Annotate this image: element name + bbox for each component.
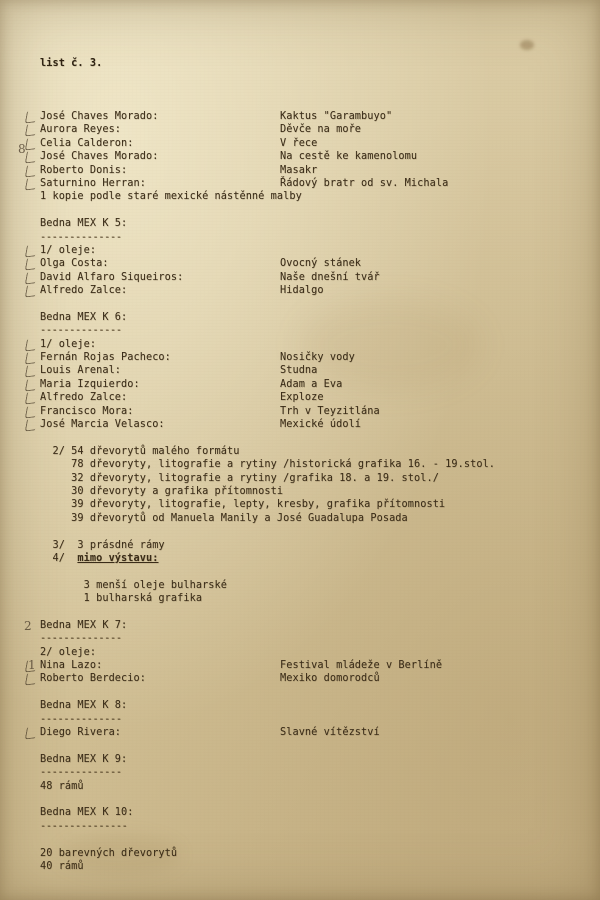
- document-line: [40, 378, 580, 391]
- line-text: Bedna MEX K 9:: [40, 753, 128, 765]
- margin-annotation: 2: [24, 619, 32, 633]
- line-text: David Alfaro Siqueiros:: [40, 271, 184, 283]
- line-text: Bedna MEX K 5:: [40, 218, 128, 230]
- line-text: 2/ oleje:: [40, 646, 97, 658]
- line-text: Fernán Rojas Pacheco:: [40, 352, 171, 364]
- document-line: [40, 110, 580, 123]
- document-line: [40, 739, 580, 752]
- check-mark-icon: [25, 351, 38, 364]
- document-line: [40, 150, 580, 163]
- line-text: 1/ oleje:: [40, 244, 97, 256]
- line-text: --------------: [40, 231, 122, 243]
- line-text: 32 dřevoryty, litografie a rytiny /grafika 18. a 19. stol./: [40, 472, 439, 484]
- line-text: Bedna MEX K 10:: [40, 807, 134, 819]
- line-text: --------------: [40, 713, 122, 725]
- line-title: Adam a Eva: [280, 378, 343, 390]
- list-header: list č. 3.: [40, 57, 103, 69]
- document-line: [40, 137, 580, 150]
- document-line: [40, 780, 580, 793]
- check-mark-icon: [25, 365, 38, 378]
- line-text: Maria Izquierdo:: [40, 378, 140, 390]
- document-line: [40, 311, 580, 324]
- document-line: [40, 485, 580, 498]
- line-text: Aurora Reyes:: [40, 124, 122, 136]
- document-line: [40, 565, 580, 578]
- line-title: Řádový bratr od sv. Michala: [280, 177, 449, 189]
- document-line: [40, 539, 580, 552]
- document-line: [40, 338, 580, 351]
- document-line: [40, 284, 580, 297]
- line-title: Masakr: [280, 164, 318, 176]
- line-title: Ovocný stánek: [280, 258, 362, 270]
- line-text: 39 dřevorytů od Manuela Manily a José Guadalupa Posada: [40, 512, 408, 524]
- check-mark-icon: [25, 177, 38, 190]
- check-mark-icon: [25, 405, 38, 418]
- line-text: 20 barevných dřevorytů: [40, 847, 178, 859]
- line-text: 4/ mimo výstavu:: [40, 552, 159, 564]
- line-text: 30 dřevoryty a grafika přítomnosti: [40, 485, 284, 497]
- check-mark-icon: [25, 164, 38, 177]
- line-text: José Chaves Morado:: [40, 151, 159, 163]
- line-title: Exploze: [280, 392, 324, 404]
- document-line: [40, 297, 580, 310]
- document-line: [40, 793, 580, 806]
- line-text: --------------: [40, 325, 122, 337]
- line-title: V řece: [280, 137, 318, 149]
- line-text: Diego Rivera:: [40, 726, 122, 738]
- document-line: [40, 231, 580, 244]
- document-line: [40, 753, 580, 766]
- document-line: [40, 364, 580, 377]
- document-line: [40, 592, 580, 605]
- document-line: [40, 659, 580, 672]
- line-text: 2/ 54 dřevorytů malého formátu: [40, 445, 240, 457]
- line-text: 1 bulharská grafika: [40, 593, 203, 605]
- line-title: Na cestě ke kamenolomu: [280, 151, 418, 163]
- check-mark-icon: [25, 284, 38, 297]
- document-line: [40, 204, 580, 217]
- document-line: [40, 860, 580, 873]
- document-line: [40, 391, 580, 404]
- check-mark-icon: [25, 338, 38, 351]
- line-text: 40 rámů: [40, 860, 84, 872]
- check-mark-icon: [25, 271, 38, 284]
- line-text: José Chaves Morado:: [40, 111, 159, 123]
- document-line: [40, 271, 580, 284]
- check-mark-icon: [25, 378, 38, 391]
- line-title: Naše dnešní tvář: [280, 271, 380, 283]
- line-title: Mexické údolí: [280, 419, 362, 430]
- document-line: [40, 646, 580, 659]
- document-lines: [40, 110, 580, 873]
- document-line: [40, 164, 580, 177]
- check-mark-icon: [25, 673, 38, 686]
- line-text: --------------: [40, 767, 122, 779]
- line-title: Festival mládeže v Berlíně: [280, 660, 443, 672]
- line-title: Mexiko domorodců: [280, 673, 380, 685]
- document-line: [40, 806, 580, 819]
- margin-annotation: 8: [18, 142, 26, 156]
- document-line: [40, 699, 580, 712]
- line-text: --------------: [40, 633, 122, 645]
- document-line: [40, 431, 580, 444]
- line-title: Trh v Teyzitlána: [280, 405, 380, 417]
- line-text: 3 menší oleje bulharské: [40, 579, 228, 591]
- typewritten-text-body: [40, 30, 580, 900]
- document-line: [40, 324, 580, 337]
- document-line: [40, 498, 580, 511]
- document-line: [40, 512, 580, 525]
- document-line: [40, 726, 580, 739]
- line-text: Francisco Mora:: [40, 405, 134, 417]
- line-text: Louis Arenal:: [40, 365, 122, 377]
- document-line: [40, 713, 580, 726]
- document-line: [40, 244, 580, 257]
- line-text: Alfredo Zalce:: [40, 285, 128, 297]
- line-text: Bedna MEX K 7:: [40, 619, 128, 631]
- line-text: Alfredo Zalce:: [40, 392, 128, 404]
- line-title: Slavné vítězství: [280, 726, 380, 738]
- document-line: [40, 579, 580, 592]
- check-mark-icon: [25, 124, 38, 137]
- line-text: 48 rámů: [40, 780, 84, 792]
- check-mark-icon: [25, 151, 38, 164]
- check-mark-icon: [25, 244, 38, 257]
- line-title: Kaktus "Garambuyo": [280, 111, 393, 123]
- line-text: Bedna MEX K 6:: [40, 311, 128, 323]
- document-line: [40, 445, 580, 458]
- document-line: [40, 766, 580, 779]
- check-mark-icon: [25, 418, 38, 431]
- document-line: [40, 177, 580, 190]
- line-text: Celia Calderon:: [40, 137, 134, 149]
- line-text: 1 kopie podle staré mexické nástěnné malby: [40, 191, 302, 203]
- document-line: [40, 672, 580, 685]
- line-text: 3/ 3 prásdné rámy: [40, 539, 165, 551]
- document-line: [40, 525, 580, 538]
- line-text: José Marcia Velasco:: [40, 419, 165, 430]
- document-line: [40, 632, 580, 645]
- document-line: [40, 257, 580, 270]
- margin-annotation: 1: [28, 658, 36, 672]
- check-mark-icon: [25, 392, 38, 405]
- document-line: [40, 686, 580, 699]
- line-text: 1/ oleje:: [40, 338, 97, 350]
- document-line: [40, 217, 580, 230]
- line-text: Saturnino Herran:: [40, 177, 146, 189]
- document-line: [40, 605, 580, 618]
- document-line: [40, 847, 580, 860]
- line-text: Olga Costa:: [40, 258, 109, 270]
- check-mark-icon: [25, 137, 38, 150]
- line-title: Studna: [280, 365, 318, 377]
- line-text: Roberto Donis:: [40, 164, 128, 176]
- document-line: [40, 552, 580, 565]
- line-text: 78 dřevoryty, litografie a rytiny /historická grafika 16. - 19.stol.: [40, 459, 496, 471]
- check-mark-icon: [25, 258, 38, 271]
- document-line: [40, 820, 580, 833]
- line-title: Nosičky vody: [280, 352, 355, 364]
- document-line: [40, 418, 580, 431]
- line-title: Děvče na moře: [280, 124, 362, 136]
- document-line: [40, 458, 580, 471]
- line-title: Hidalgo: [280, 285, 324, 297]
- check-mark-icon: [25, 110, 38, 123]
- document-line: [40, 123, 580, 136]
- line-text: Nina Lazo:: [40, 660, 103, 672]
- document-line: [40, 833, 580, 846]
- document-line: [40, 190, 580, 203]
- document-line: [40, 351, 580, 364]
- line-text: 39 dřevoryty, litografie, lepty, kresby, grafika přítomnosti: [40, 499, 446, 511]
- document-line: [40, 619, 580, 632]
- line-text: Roberto Berdecio:: [40, 673, 146, 685]
- document-line: [40, 472, 580, 485]
- line-text: Bedna MEX K 8:: [40, 700, 128, 712]
- check-mark-icon: [25, 726, 38, 739]
- document-line: [40, 405, 580, 418]
- line-text: ---------------: [40, 820, 128, 832]
